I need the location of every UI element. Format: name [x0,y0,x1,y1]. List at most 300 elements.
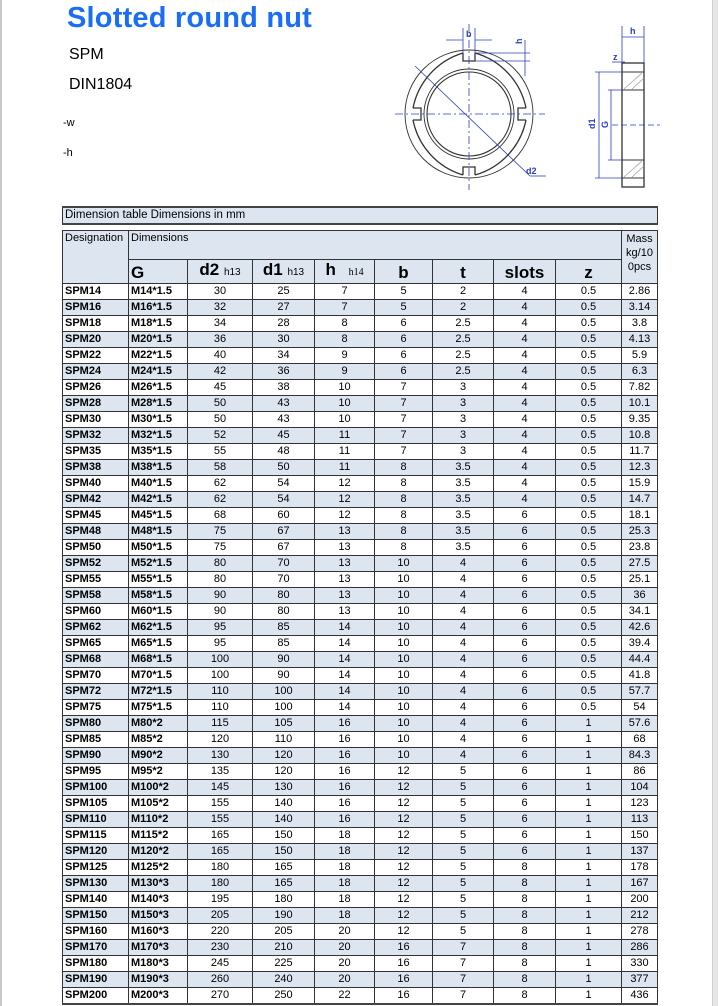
cell-z: 0.5 [556,444,622,460]
cell-z: 1 [556,780,622,796]
cell-slots: 4 [494,476,556,492]
cell-des: SPM55 [63,572,129,588]
cell-mass: 57.6 [622,716,658,732]
table-row [63,716,658,732]
cell-slots: 6 [494,748,556,764]
cell-b: 12 [375,796,433,812]
cell-slots: 8 [494,940,556,956]
cell-g: M62*1.5 [129,620,188,636]
cell-d1: 43 [253,412,315,428]
cell-d1: 205 [253,924,315,940]
dim-label-G: G [600,120,610,128]
cell-h: 16 [315,716,375,732]
cell-d2: 270 [188,988,253,1005]
cell-slots: 4 [494,460,556,476]
cell-slots: 6 [494,636,556,652]
cell-z: 0.5 [556,620,622,636]
cell-z: 1 [556,908,622,924]
table-row [63,892,658,908]
cell-h: 16 [315,780,375,796]
cell-h: 12 [315,492,375,508]
cell-g: M38*1.5 [129,460,188,476]
cell-h: 10 [315,380,375,396]
cell-h: 11 [315,460,375,476]
cell-mass: 113 [622,812,658,828]
page-left-edge [0,0,2,1006]
cell-t: 3.5 [433,460,494,476]
cell-z: 0.5 [556,476,622,492]
cell-t: 5 [433,908,494,924]
cell-mass: 44.4 [622,652,658,668]
cell-t: 3 [433,412,494,428]
cell-b: 16 [375,940,433,956]
cell-d1: 150 [253,844,315,860]
cell-slots: 4 [494,444,556,460]
cell-h: 14 [315,652,375,668]
cell-h: 22 [315,988,375,1005]
cell-h: 11 [315,428,375,444]
cell-b: 6 [375,348,433,364]
cell-slots: 4 [494,332,556,348]
cell-d2: 180 [188,860,253,876]
cell-d1: 54 [253,476,315,492]
cell-b: 10 [375,700,433,716]
table-row [63,316,658,332]
cell-mass: 3.14 [622,300,658,316]
cell-z: 1 [556,940,622,956]
cell-d1: 250 [253,988,315,1005]
cell-g: M85*2 [129,732,188,748]
cell-slots: 6 [494,620,556,636]
cell-d2: 90 [188,588,253,604]
cell-slots: 6 [494,828,556,844]
cell-mass: 36 [622,588,658,604]
cell-d1: 150 [253,828,315,844]
cell-des: SPM24 [63,364,129,380]
cell-slots: 6 [494,764,556,780]
table-row [63,924,658,940]
cell-z: 0.5 [556,588,622,604]
cell-g: M70*1.5 [129,668,188,684]
cell-h: 10 [315,396,375,412]
cell-mass: 12.3 [622,460,658,476]
cell-t: 3 [433,428,494,444]
cell-h: 13 [315,604,375,620]
header-designation: Designation [63,231,129,284]
cell-z: 0.5 [556,428,622,444]
cell-d1: 36 [253,364,315,380]
table-row [63,332,658,348]
cell-g: M160*3 [129,924,188,940]
cell-mass: 7.82 [622,380,658,396]
cell-t: 3.5 [433,540,494,556]
cell-t: 5 [433,812,494,828]
cell-b: 10 [375,572,433,588]
cell-g: M22*1.5 [129,348,188,364]
cell-slots: 4 [494,396,556,412]
table-row [63,572,658,588]
cell-des: SPM32 [63,428,129,444]
dim-label-h-front: h [514,38,524,44]
table-row [63,476,658,492]
table-row [63,844,658,860]
cell-d1: 180 [253,892,315,908]
cell-g: M100*2 [129,780,188,796]
cell-z: 1 [556,988,622,1005]
cell-d2: 30 [188,284,253,300]
cell-d2: 145 [188,780,253,796]
cell-d2: 68 [188,508,253,524]
cell-z: 1 [556,748,622,764]
cell-d1: 45 [253,428,315,444]
table-row [63,812,658,828]
cell-g: M48*1.5 [129,524,188,540]
cell-des: SPM70 [63,668,129,684]
cell-mass: 57.7 [622,684,658,700]
cell-t: 3 [433,396,494,412]
option-w-label: -w [63,117,75,129]
table-row [63,364,658,380]
cell-des: SPM200 [63,988,129,1005]
cell-g: M90*2 [129,748,188,764]
cell-mass: 39.4 [622,636,658,652]
cell-slots: 6 [494,684,556,700]
cell-d1: 85 [253,620,315,636]
cell-t: 2.5 [433,348,494,364]
column-label: G [131,263,145,282]
cell-b: 12 [375,924,433,940]
cell-slots: 6 [494,524,556,540]
cell-slots: 6 [494,556,556,572]
cell-slots: 8 [494,988,556,1005]
cell-z: 0.5 [556,556,622,572]
table-row [63,620,658,636]
cell-des: SPM80 [63,716,129,732]
cell-slots: 4 [494,316,556,332]
cell-mass: 436 [622,988,658,1005]
cell-d1: 80 [253,588,315,604]
cell-h: 14 [315,668,375,684]
cell-d2: 75 [188,524,253,540]
cell-z: 0.5 [556,300,622,316]
table-row [63,284,658,300]
cell-mass: 25.3 [622,524,658,540]
cell-b: 10 [375,732,433,748]
cell-d2: 52 [188,428,253,444]
cell-des: SPM42 [63,492,129,508]
cell-des: SPM62 [63,620,129,636]
cell-mass: 377 [622,972,658,988]
cell-d2: 75 [188,540,253,556]
cell-d1: 38 [253,380,315,396]
cell-b: 16 [375,956,433,972]
cell-h: 9 [315,348,375,364]
cell-h: 13 [315,572,375,588]
cell-d1: 100 [253,684,315,700]
header-mass-line1: Mass [626,233,653,245]
series-label: SPM [69,46,104,63]
cell-h: 13 [315,556,375,572]
cell-b: 12 [375,844,433,860]
cell-z: 0.5 [556,332,622,348]
cell-t: 3.5 [433,492,494,508]
cell-des: SPM95 [63,764,129,780]
cell-d1: 240 [253,972,315,988]
cell-z: 1 [556,924,622,940]
cell-b: 10 [375,636,433,652]
cell-b: 7 [375,428,433,444]
cell-d2: 95 [188,636,253,652]
cell-mass: 14.7 [622,492,658,508]
cell-slots: 6 [494,700,556,716]
cell-d2: 165 [188,828,253,844]
cell-b: 10 [375,668,433,684]
cell-h: 18 [315,828,375,844]
cell-t: 5 [433,796,494,812]
dim-label-b: b [466,29,472,39]
cell-b: 12 [375,860,433,876]
table-row [63,764,658,780]
cell-des: SPM65 [63,636,129,652]
cell-d1: 190 [253,908,315,924]
header-mass [622,231,658,284]
cell-z: 1 [556,844,622,860]
cell-des: SPM20 [63,332,129,348]
cell-h: 16 [315,748,375,764]
cell-b: 16 [375,972,433,988]
table-row [63,300,658,316]
cell-mass: 27.5 [622,556,658,572]
cell-b: 12 [375,828,433,844]
column-header-d2 [188,260,253,284]
cell-h: 12 [315,476,375,492]
cell-b: 5 [375,284,433,300]
cell-mass: 10.1 [622,396,658,412]
cell-d1: 67 [253,524,315,540]
cell-z: 0.5 [556,508,622,524]
cell-h: 14 [315,636,375,652]
table-row [63,828,658,844]
cell-z: 0.5 [556,380,622,396]
table-row [63,540,658,556]
cell-z: 1 [556,812,622,828]
page-scrollbar-edge [712,0,718,1006]
cell-d1: 28 [253,316,315,332]
cell-d1: 34 [253,348,315,364]
column-label: d2 [199,260,220,279]
cell-h: 20 [315,924,375,940]
cell-t: 5 [433,860,494,876]
cell-t: 5 [433,764,494,780]
cell-des: SPM72 [63,684,129,700]
table-row [63,780,658,796]
cell-d2: 155 [188,812,253,828]
cell-z: 0.5 [556,652,622,668]
cell-h: 14 [315,620,375,636]
cell-des: SPM110 [63,812,129,828]
cell-t: 2.5 [433,316,494,332]
cell-slots: 4 [494,364,556,380]
header-dimensions: Dimensions [129,231,622,260]
dim-label-z: z [613,52,618,62]
cell-z: 0.5 [556,636,622,652]
cell-h: 13 [315,588,375,604]
cell-g: M170*3 [129,940,188,956]
cell-g: M24*1.5 [129,364,188,380]
cell-b: 12 [375,780,433,796]
cell-d2: 80 [188,556,253,572]
cell-des: SPM75 [63,700,129,716]
cell-slots: 8 [494,924,556,940]
cell-d1: 225 [253,956,315,972]
cell-z: 1 [556,796,622,812]
column-header-h [315,260,375,284]
cell-g: M45*1.5 [129,508,188,524]
cell-d2: 95 [188,620,253,636]
cell-h: 20 [315,972,375,988]
cell-t: 5 [433,924,494,940]
cell-z: 0.5 [556,668,622,684]
cell-des: SPM28 [63,396,129,412]
cell-d2: 32 [188,300,253,316]
cell-b: 10 [375,684,433,700]
cell-mass: 278 [622,924,658,940]
cell-g: M115*2 [129,828,188,844]
cell-z: 1 [556,956,622,972]
column-label: h [325,260,336,279]
cell-d2: 55 [188,444,253,460]
cell-d1: 210 [253,940,315,956]
column-header-row [63,260,658,284]
cell-z: 0.5 [556,492,622,508]
cell-g: M200*3 [129,988,188,1005]
cell-t: 2 [433,284,494,300]
cell-g: M120*2 [129,844,188,860]
cell-z: 0.5 [556,700,622,716]
cell-d2: 50 [188,412,253,428]
cell-mass: 104 [622,780,658,796]
cell-slots: 8 [494,956,556,972]
front-view-dimensions [395,24,546,190]
cell-d2: 58 [188,460,253,476]
cell-d2: 40 [188,348,253,364]
cell-des: SPM58 [63,588,129,604]
cell-g: M68*1.5 [129,652,188,668]
cell-mass: 68 [622,732,658,748]
cell-t: 4 [433,668,494,684]
cell-slots: 4 [494,284,556,300]
cell-z: 1 [556,764,622,780]
cell-t: 4 [433,572,494,588]
cell-b: 10 [375,604,433,620]
cell-z: 0.5 [556,348,622,364]
cell-d1: 67 [253,540,315,556]
cell-h: 13 [315,540,375,556]
cell-t: 4 [433,604,494,620]
cell-d2: 155 [188,796,253,812]
cell-des: SPM170 [63,940,129,956]
cell-g: M42*1.5 [129,492,188,508]
cell-slots: 6 [494,796,556,812]
cell-mass: 15.9 [622,476,658,492]
cell-des: SPM120 [63,844,129,860]
table-row [63,860,658,876]
cell-h: 9 [315,364,375,380]
table-row [63,940,658,956]
cell-g: M55*1.5 [129,572,188,588]
technical-drawing [380,10,670,190]
cell-mass: 42.6 [622,620,658,636]
cell-g: M26*1.5 [129,380,188,396]
cell-g: M105*2 [129,796,188,812]
table-row [63,748,658,764]
cell-d1: 60 [253,508,315,524]
cell-b: 7 [375,380,433,396]
cell-mass: 23.8 [622,540,658,556]
cell-d2: 80 [188,572,253,588]
table-row [63,428,658,444]
cell-mass: 9.35 [622,412,658,428]
cell-g: M150*3 [129,908,188,924]
cell-b: 8 [375,524,433,540]
cell-g: M40*1.5 [129,476,188,492]
cell-z: 0.5 [556,604,622,620]
cell-slots: 6 [494,588,556,604]
table-row [63,652,658,668]
cell-t: 2.5 [433,364,494,380]
cell-des: SPM68 [63,652,129,668]
cell-t: 5 [433,844,494,860]
cell-z: 0.5 [556,460,622,476]
cell-d1: 140 [253,812,315,828]
cell-t: 5 [433,876,494,892]
cell-t: 4 [433,652,494,668]
cell-t: 2.5 [433,332,494,348]
cell-mass: 54 [622,700,658,716]
cell-b: 8 [375,476,433,492]
cell-g: M60*1.5 [129,604,188,620]
cell-d1: 120 [253,764,315,780]
cell-mass: 18.1 [622,508,658,524]
cell-d2: 34 [188,316,253,332]
column-tolerance: h14 [348,267,364,278]
cell-b: 5 [375,300,433,316]
table-row [63,492,658,508]
cell-des: SPM16 [63,300,129,316]
side-view-dimensions [595,26,660,178]
cell-d2: 100 [188,668,253,684]
page-title: Slotted round nut [67,2,313,34]
cell-slots: 4 [494,412,556,428]
cell-des: SPM190 [63,972,129,988]
cell-b: 12 [375,812,433,828]
cell-h: 20 [315,956,375,972]
cell-z: 1 [556,892,622,908]
cell-z: 1 [556,828,622,844]
column-label: t [460,263,466,282]
cell-t: 7 [433,940,494,956]
cell-slots: 4 [494,300,556,316]
cell-g: M14*1.5 [129,284,188,300]
cell-h: 13 [315,524,375,540]
cell-d2: 50 [188,396,253,412]
cell-d1: 90 [253,668,315,684]
cell-slots: 6 [494,668,556,684]
cell-d1: 90 [253,652,315,668]
table-row [63,604,658,620]
cell-mass: 178 [622,860,658,876]
cell-d1: 85 [253,636,315,652]
